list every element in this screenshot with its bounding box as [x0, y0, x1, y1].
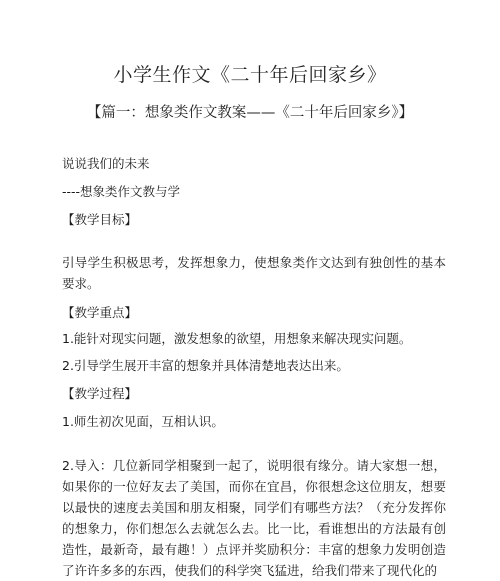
- goal-paragraph: 引导学生积极思考，发挥想象力，使想象类作文达到有独创性的基本要求。: [62, 255, 446, 291]
- process-item-2-paragraph: 2.导入：几位新同学相聚到一起了，说明很有缘分。请大家想一想，如果你的一位好友去了美国，而你在宜昌，你很想念这位朋友，想要以最快的速度去美国和朋友相聚，同学们有哪些方法？（充分发挥你的想象力，你们想怎么去就怎么去。比一比，看谁想出的方法最有创造性，最新奇，最有趣！）点评并奖励积分：丰富的想象力发明创造了许许多多的东西，使我们的科学突飞猛进，给我们带来了现代化的: [62, 458, 446, 578]
- key-item-1: 1.能针对现实问题，激发想象的欲望，用想象来解决现实问题。: [62, 331, 412, 346]
- document-title: 小学生作文《二十年后回家乡》: [113, 64, 387, 86]
- key-item-2: 2.引导学生展开丰富的想象并具体清楚地表达出来。: [62, 358, 349, 373]
- process-item-1: 1.师生初次见面，互相认识。: [62, 414, 224, 429]
- document-subtitle: 【篇一：想象类作文教案——《二十年后回家乡》】: [86, 105, 414, 121]
- process-heading: 【教学过程】: [62, 386, 138, 401]
- subhead-line: ----想象类作文教与学: [62, 184, 181, 199]
- key-heading: 【教学重点】: [62, 305, 138, 320]
- goal-heading: 【教学目标】: [62, 212, 138, 227]
- intro-line: 说说我们的未来: [62, 156, 150, 171]
